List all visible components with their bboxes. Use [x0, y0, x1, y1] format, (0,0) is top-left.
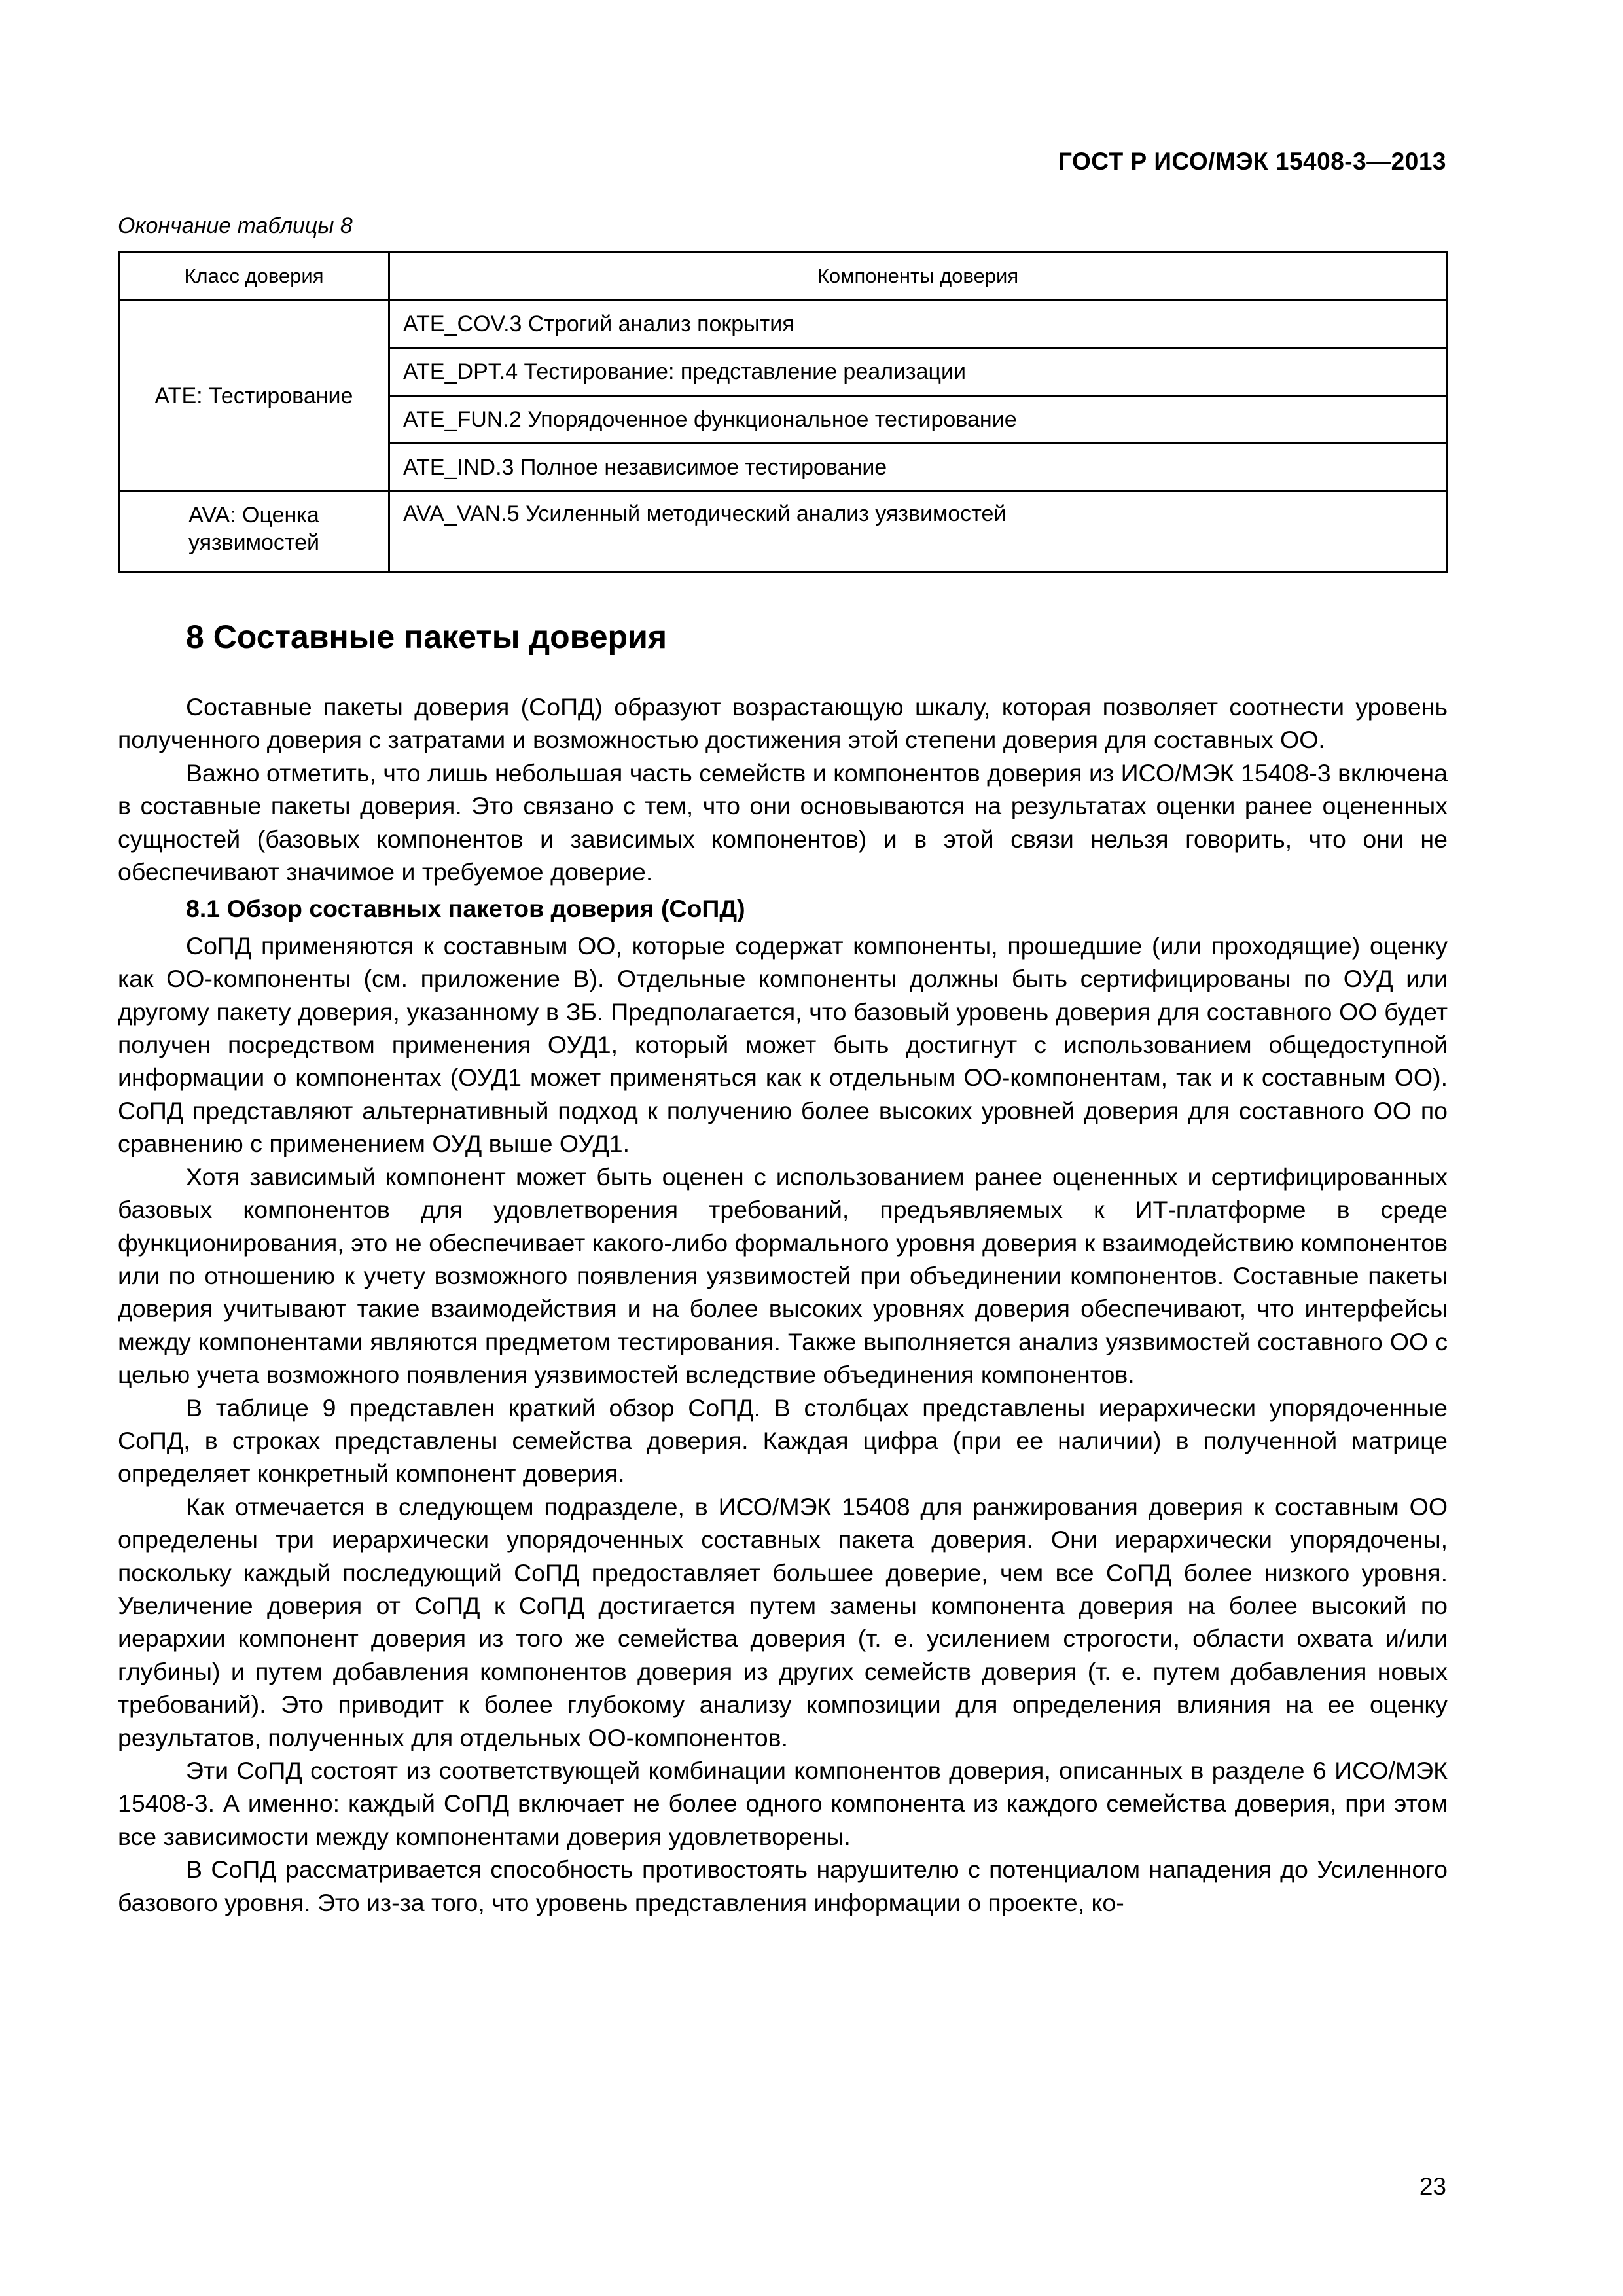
- assurance-class-cell: AVA: Оценка уязвимостей: [119, 492, 389, 572]
- assurance-component-cell: ATE_DPT.4 Тестирование: представление реализации: [389, 348, 1447, 396]
- paragraph: СоПД применяются к составным ОО, которые содержат компоненты, прошедшие (или проходящие) оценку как ОО-компоненты (см. приложение В). Отдельные компоненты должны быть сертифицированы по ОУД или другому пакету доверия, указанному в ЗБ. Предполагается, что базовый уровень доверия для составного ОО будет получен посредством применения ОУД1, который может быть достигнут с использованием общедоступной информации о компонентах (ОУД1 может применяться как к отдельным ОО-компонентам, так и к составным ОО). СоПД представляют альтернативный подход к получению более высоких уровней доверия для составного ОО по сравнению с применением ОУД выше ОУД1.: [118, 931, 1448, 1158]
- assurance-component-cell: ATE_FUN.2 Упорядоченное функциональное тестирование: [389, 396, 1447, 444]
- table-header-row: [119, 253, 1447, 300]
- assurance-class-cell: ATE: Тестирование: [119, 300, 389, 492]
- subsection-title: 8.1 Обзор составных пакетов доверия (СоПД): [186, 895, 745, 923]
- column-header-components: Компоненты доверия: [389, 253, 1447, 300]
- assurance-component-cell: ATE_COV.3 Строгий анализ покрытия: [389, 300, 1447, 348]
- table-caption: Окончание таблицы 8: [118, 213, 353, 238]
- paragraph: В СоПД рассматривается способность противостоять нарушителю с потенциалом нападения до Усиленного базового уровня. Это из-за того, что уровень представления информации о проекте, ко-: [118, 1856, 1448, 1916]
- paragraph: Эти СоПД состоят из соответствующей комбинации компонентов доверия, описанных в разделе 6 ИСО/МЭК 15408-3. А именно: каждый СоПД включает не более одного компонента из каждого семейства доверия, при этом все зависимости между компонентами доверия удовлетворены.: [118, 1757, 1448, 1850]
- assurance-component-cell: ATE_IND.3 Полное независимое тестирование: [389, 444, 1447, 492]
- column-header-class: Класс доверия: [119, 253, 389, 300]
- document-header: ГОСТ Р ИСО/МЭК 15408-3—2013: [1058, 148, 1446, 175]
- paragraph: Хотя зависимый компонент может быть оценен с использованием ранее оцененных и сертифицированных базовых компонентов для удовлетворения требований, предъявляемых к ИТ-платформе в среде функционирования, это не обеспечивает какого-либо формального уровня доверия к взаимодействию компонентов или по отношению к учету возможного появления уязвимостей при объединении компонентов. Составные пакеты доверия учитывают такие взаимодействия и на более высоких уровнях доверия обеспечивают, что интерфейсы между компонентами являются предметом тестирования. Также выполняется анализ уязвимостей составного ОО с целью учета возможного появления уязвимостей вследствие объединения компонентов.: [118, 1162, 1448, 1389]
- table-row: [119, 492, 1447, 572]
- document-body: [118, 691, 1448, 1919]
- paragraph: Важно отметить, что лишь небольшая часть семейств и компонентов доверия из ИСО/МЭК 15408-3 включена в составные пакеты доверия. Это связано с тем, что они основываются на результатах оценки ранее оцененных сущностей (базовых компонентов и зависимых компонентов) и в этой связи нельзя говорить, что они не обеспечивают значимое и требуемое доверие.: [118, 759, 1448, 886]
- paragraph: В таблице 9 представлен краткий обзор СоПД. В столбцах представлены иерархически упорядоченные СоПД, в строках представлены семейства доверия. Каждая цифра (при ее наличии) в полученной матрице определяет конкретный компонент доверия.: [118, 1393, 1448, 1488]
- page-number: 23: [1419, 2173, 1446, 2200]
- assurance-table: [118, 251, 1448, 573]
- table-row: [119, 300, 1447, 348]
- paragraph: Как отмечается в следующем подразделе, в ИСО/МЭК 15408 для ранжирования доверия к составным ОО определены три иерархически упорядоченных составных пакета доверия. Они иерархически упорядочены, поскольку каждый последующий СоПД предоставляет большее доверие, чем все СоПД более низкого уровня. Увеличение доверия от СоПД к СоПД достигается путем замены компонента доверия на более высокий по иерархии компонент доверия из того же семейства доверия (т. е. усилением строгости, области охвата и/или глубины) и путем добавления компонентов доверия из других семейств доверия (т. е. путем добавления новых требований). Это приводит к более глубокому анализу композиции для определения влияния на ее оценку результатов, полученных для отдельных ОО-компонентов.: [118, 1492, 1448, 1751]
- assurance-component-cell: AVA_VAN.5 Усиленный методический анализ уязвимостей: [389, 492, 1447, 572]
- paragraph: Составные пакеты доверия (СоПД) образуют возрастающую шкалу, которая позволяет соотнести уровень полученного доверия с затратами и возможностью достижения этой степени доверия для составных ОО.: [118, 693, 1448, 754]
- section-title: 8 Составные пакеты доверия: [186, 619, 668, 655]
